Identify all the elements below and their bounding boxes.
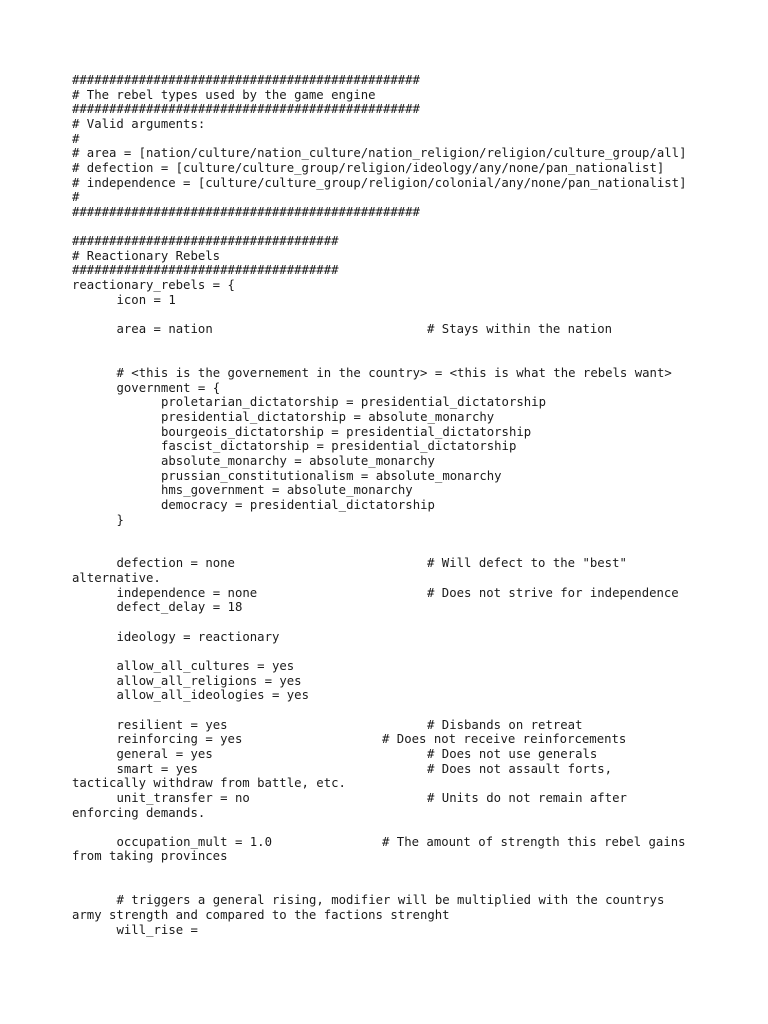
code-line: enforcing demands. [72, 805, 206, 820]
code-line: defection = none [116, 556, 235, 571]
code-line: fascist_dictatorship = presidential_dictatorship [161, 439, 517, 454]
code-line: general = yes [116, 746, 213, 761]
code-line: # The rebel types used by the game engine [72, 87, 376, 102]
code-line: bourgeois_dictatorship = presidential_dictatorship [161, 424, 532, 439]
code-comment: # Does not assault forts, [427, 761, 613, 776]
code-line: resilient = yes [116, 717, 228, 732]
code-line: #################################### [72, 263, 339, 278]
code-line: from taking provinces [72, 849, 228, 864]
code-comment: # Units do not remain after [427, 790, 627, 805]
code-line: # <this is the governement in the country> = <this is what the rebels want> [116, 366, 672, 380]
code-line: # area = [nation/culture/nation_culture/nation_religion/religion/culture_group/all] [72, 146, 687, 161]
code-line: allow_all_religions = yes [116, 673, 302, 688]
code-line: absolute_monarchy = absolute_monarchy [161, 453, 435, 468]
code-comment: # Does not use generals [427, 746, 598, 761]
code-comment: # Will defect to the "best" [427, 556, 627, 571]
code-line: ideology = reactionary [116, 629, 280, 644]
code-line: # defection = [culture/culture_group/religion/ideology/any/none/pan_nationalist] [72, 160, 665, 175]
code-line: # Valid arguments: [72, 116, 206, 131]
code-line: # triggers a general rising, modifier will be multiplied with the countrys [116, 893, 665, 908]
code-line: hms_government = absolute_monarchy [161, 483, 413, 498]
code-line: proletarian_dictatorship = presidential_dictatorship [161, 395, 546, 410]
code-line: smart = yes [116, 761, 198, 776]
code-line: defect_delay = 18 [116, 600, 243, 615]
code-comment: # The amount of strength this rebel gains [382, 834, 686, 849]
code-line: # independence = [culture/culture_group/religion/colonial/any/none/pan_nationalist] [72, 175, 687, 190]
code-line: # [72, 131, 80, 146]
code-line: # [72, 190, 80, 205]
code-comment: # Does not strive for independence [427, 585, 679, 600]
code-comment: # Disbands on retreat [427, 717, 583, 732]
code-line: allow_all_ideologies = yes [116, 688, 309, 703]
code-line: occupation_mult = 1.0 [116, 834, 272, 849]
code-line: reinforcing = yes [116, 732, 243, 747]
code-comment: # Does not receive reinforcements [382, 732, 627, 747]
code-line: ############################################### [72, 204, 420, 219]
code-line: unit_transfer = no [116, 790, 250, 805]
code-line: } [116, 512, 124, 527]
code-line: ############################################### [72, 102, 420, 117]
code-line: democracy = presidential_dictatorship [161, 497, 435, 512]
code-line: will_rise = [116, 922, 198, 937]
code-line: allow_all_cultures = yes [116, 659, 295, 673]
code-line: icon = 1 [116, 292, 176, 307]
code-line: independence = none [116, 585, 258, 600]
code-line: prussian_constitutionalism = absolute_monarchy [161, 468, 502, 483]
code-comment: # Stays within the nation [427, 322, 613, 337]
code-line: government = { [116, 380, 221, 395]
code-line: presidential_dictatorship = absolute_monarchy [161, 409, 495, 424]
code-line: reactionary_rebels = { [72, 278, 235, 293]
code-line: alternative. [72, 571, 161, 586]
code-line: area = nation [116, 322, 213, 337]
code-line: tactically withdraw from battle, etc. [72, 776, 346, 791]
code-line: # Reactionary Rebels [72, 248, 221, 263]
code-line: #################################### [72, 234, 339, 249]
code-line: army strength and compared to the factions strenght [72, 908, 450, 923]
code-line: ############################################### [72, 73, 420, 87]
